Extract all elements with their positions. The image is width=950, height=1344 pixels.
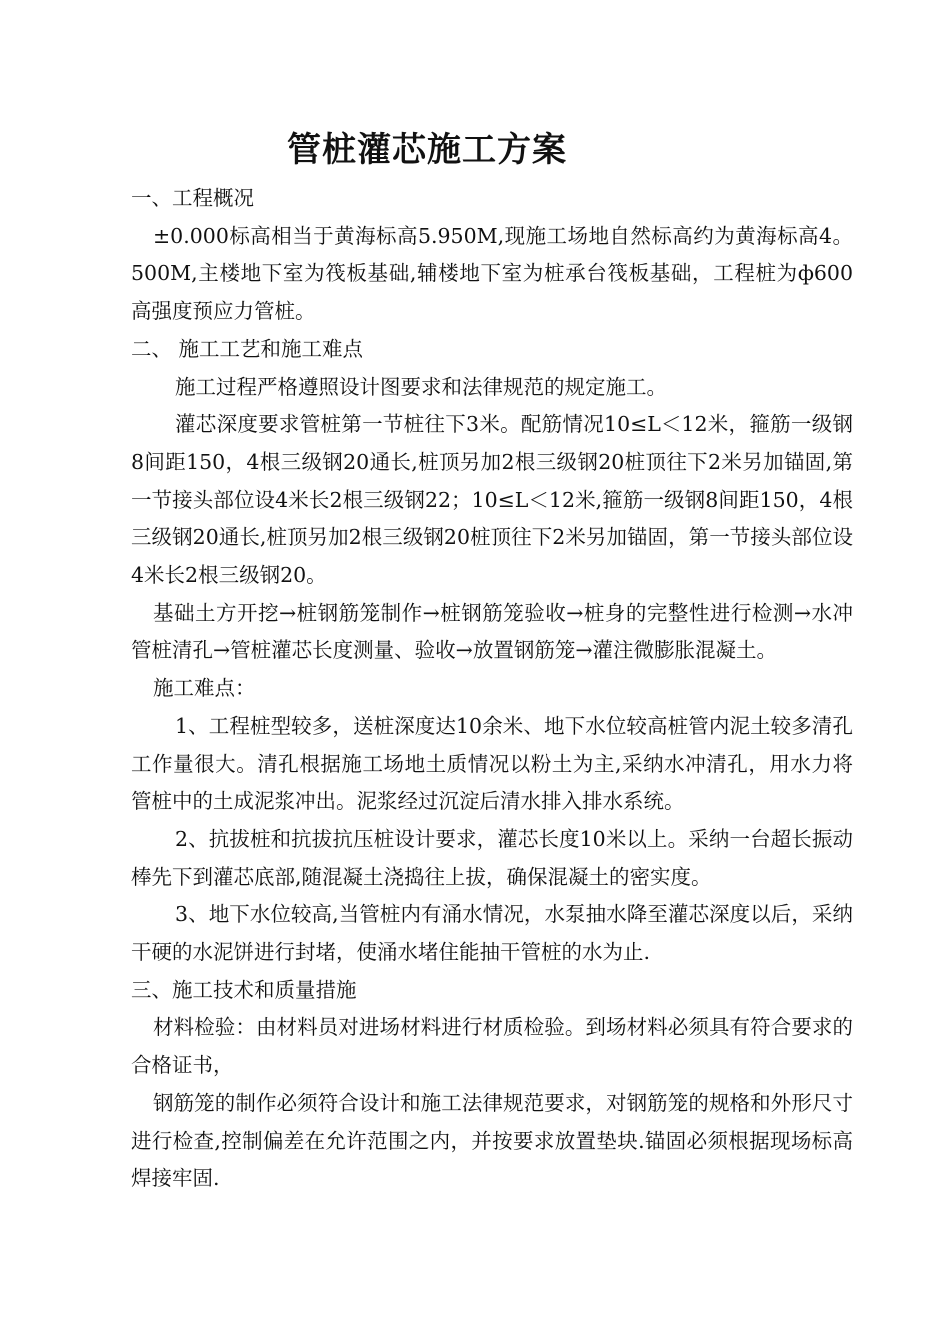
section-heading-1: 一、工程概况 [131, 186, 254, 210]
paragraph: 施工难点： [153, 676, 256, 701]
paragraph: ±0.000标高相当于黄海标高5.950M,现施工场地自然标高约为黄海标高4。500M,主楼地下室为筏板基础,辅楼地下室为桩承台筏板基础，工程桩为ф600高强度预应力管桩。 [131, 223, 853, 324]
section-heading-2: 二、 施工工艺和施工难点 [131, 336, 364, 361]
list-item: 2、抗拔桩和抗拔抗压桩设计要求，灌芯长度10米以上。采纳一台超长振动棒先下到灌芯底部,随混凝土浇捣往上拔，确保混凝土的密实度。 [131, 826, 853, 889]
paragraph: 施工过程严格遵照设计图要求和法律规范的规定施工。 [175, 374, 667, 399]
paragraph: 钢筋笼的制作必须符合设计和施工法律规范要求，对钢筋笼的规格和外形尺寸进行检查,控制偏差在允许范围之内，并按要求放置垫块.锚固必须根据现场标高焊接牢固. [131, 1090, 853, 1191]
paragraph: 材料检验：由材料员对进场材料进行材质检验。到场材料必须具有符合要求的合格证书， [131, 1015, 853, 1078]
list-item: 1、工程桩型较多，送桩深度达10余米、地下水位较高桩管内泥土较多清孔工作量很大。清孔根据施工场地土质情况以粉土为主,采纳水冲清孔，用水力将管桩中的土成泥浆冲出。泥浆经过沉淀后清水排入排水系统。 [131, 713, 853, 814]
paragraph: 灌芯深度要求管桩第一节桩往下3米。配筋情况10≤L＜12米，箍筋一级钢8间距150，4根三级钢20通长,桩顶另加2根三级钢20桩顶往下2米另加锚固,第一节接头部位设4米长2根三级钢22；10≤L＜12米,箍筋一级钢8间距150，4根三级钢20通长,桩顶另加2根三级钢20桩顶往下2米另加锚固，第一节接头部位设4米长2根三级钢20。 [131, 412, 853, 588]
process-flow: 基础土方开挖→桩钢筋笼制作→桩钢筋笼验收→桩身的完整性进行检测→水冲管桩清孔→管桩灌芯长度测量、验收→放置钢筋笼→灌注微膨胀混凝土。 [131, 600, 853, 663]
list-item: 3、地下水位较高,当管桩内有涌水情况，水泵抽水降至灌芯深度以后，采纳干硬的水泥饼进行封堵，使涌水堵住能抽干管桩的水为止. [131, 902, 853, 965]
document-title: 管桩灌芯施工方案 [287, 130, 567, 170]
section-heading-3: 三、施工技术和质量措施 [131, 977, 357, 1002]
document-body [131, 180, 853, 1198]
